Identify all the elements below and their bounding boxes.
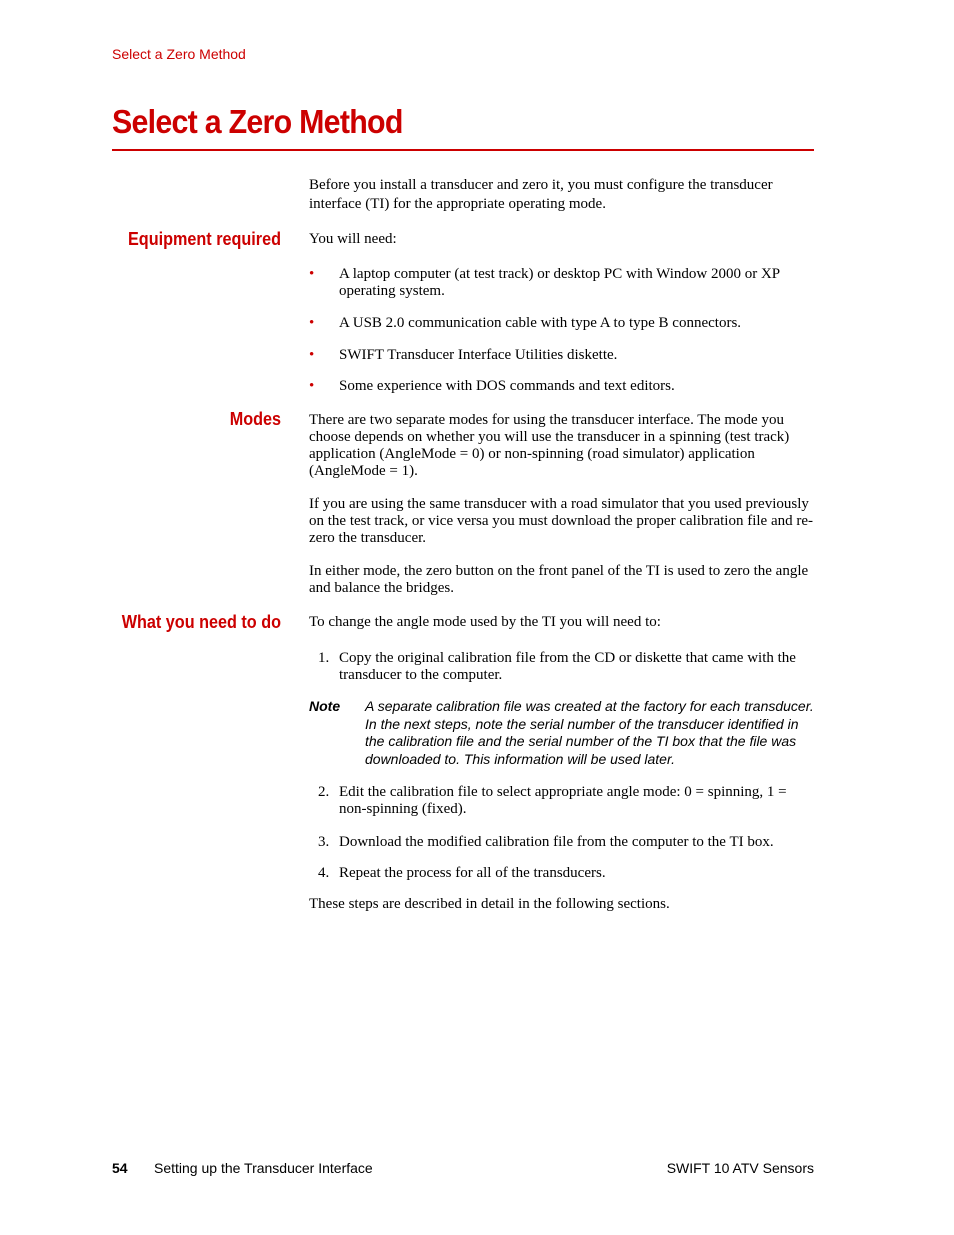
bullet-icon: •: [309, 266, 315, 282]
list-item: [309, 347, 814, 364]
todo-lead: To change the angle mode used by the TI you will need to:: [309, 614, 661, 630]
step-item: [309, 650, 814, 684]
list-item-text: A laptop computer (at test track) or desktop PC with Window 2000 or XP operating system.: [339, 266, 780, 299]
modes-paragraph-3: In either mode, the zero button on the front panel of the TI is used to zero the angle and balance the bridges.: [309, 563, 809, 596]
modes-paragraph-2: If you are using the same transducer with a road simulator that you used previously on the test track, or vice versa you must download the proper calibration file and re-zero the transducer.: [309, 496, 813, 546]
heading-modes: Modes: [229, 409, 281, 429]
footer-product-name: SWIFT 10 ATV Sensors: [666, 1160, 814, 1176]
step-text: Copy the original calibration file from the CD or diskette that came with the transducer to the computer.: [339, 650, 796, 683]
page-number: 54: [112, 1160, 128, 1176]
step-number: 3.: [318, 834, 330, 850]
note-label: Note: [309, 698, 341, 714]
list-item-text: SWIFT Transducer Interface Utilities diskette.: [339, 347, 618, 363]
step-item: [309, 784, 814, 818]
heading-what-you-need-to-do: What you need to do: [121, 612, 281, 632]
step-text: Download the modified calibration file from the computer to the TI box.: [339, 834, 774, 850]
step-item: [309, 865, 814, 882]
list-item: [309, 315, 814, 332]
page-title: Select a Zero Method: [112, 103, 403, 140]
equipment-lead: You will need:: [309, 231, 397, 247]
step-text: Repeat the process for all of the transducers.: [339, 865, 606, 881]
heading-equipment-required: Equipment required: [127, 229, 281, 249]
bullet-icon: •: [309, 315, 315, 331]
list-item-text: A USB 2.0 communication cable with type A to type B connectors.: [339, 315, 742, 331]
bullet-icon: •: [309, 378, 315, 394]
list-item: [309, 266, 814, 300]
step-item: [309, 834, 814, 851]
step-number: 4.: [318, 865, 330, 881]
running-header: Select a Zero Method: [112, 46, 246, 62]
list-item-text: Some experience with DOS commands and text editors.: [339, 378, 675, 394]
step-number: 1.: [318, 650, 330, 666]
intro-paragraph: Before you install a transducer and zero it, you must configure the transducer interface (TI) for the appropriate operating mode.: [309, 177, 773, 212]
bullet-icon: •: [309, 347, 315, 363]
footer-chapter-title: Setting up the Transducer Interface: [154, 1160, 373, 1176]
list-item: [309, 378, 814, 395]
step-text: Edit the calibration file to select appropriate angle mode: 0 = spinning, 1 = non-spinning (fixed).: [339, 784, 787, 817]
closing-paragraph: These steps are described in detail in the following sections.: [309, 896, 670, 912]
step-number: 2.: [318, 784, 330, 800]
note-text: A separate calibration file was created at the factory for each transducer. In the next steps, note the serial number of the transducer identified in the calibration file and the serial number of the TI box that the file was downloaded to. This information will be used later.: [365, 698, 814, 767]
modes-paragraph-1: There are two separate modes for using the transducer interface. The mode you choose depends on whether you will use the transducer in a spinning (test track) application (AngleMode = 0) or non-spinning (road simulator) application (AngleMode = 1).: [309, 412, 790, 479]
title-divider: [112, 149, 814, 151]
